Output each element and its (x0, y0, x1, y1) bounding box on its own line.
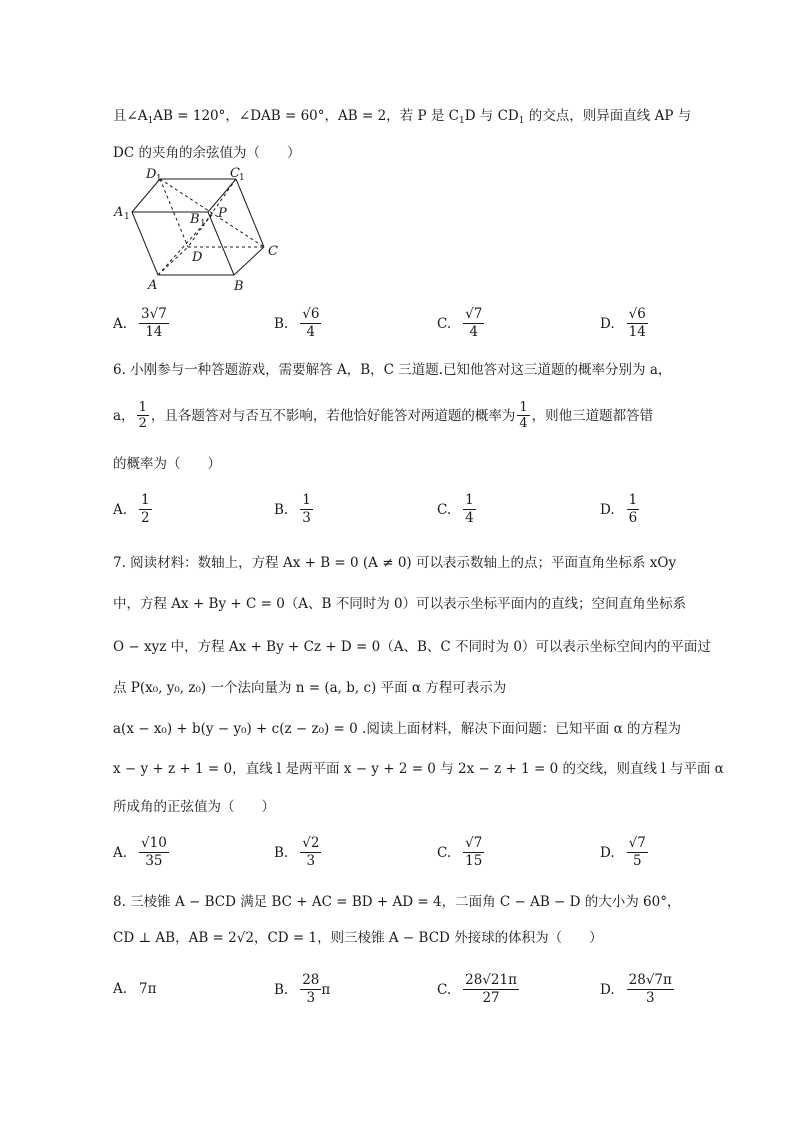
q8-stem-line-1: 8. 三棱锥 A − BCD 满足 BC + AC = BD + AD = 4，二面角 C − AB − D 的大小为 60°， (113, 894, 681, 910)
svg-text:1: 1 (156, 174, 162, 184)
q7-option-a[interactable]: A. $\frac{√10}{35}$ (113, 835, 167, 869)
label-D1: D (146, 167, 157, 182)
label-C1: C (230, 166, 240, 181)
q5-option-c[interactable]: C. $\frac{√7}{4}$ (437, 306, 483, 340)
q7-stem-line-2: 中，方程 Ax + By + C = 0（A、B 不同时为 0）可以表示坐标平面内的直线；空间直角坐标系 (113, 596, 687, 612)
q6-option-d[interactable]: D. $\frac{1}{6}$ (600, 492, 638, 526)
q6-option-a[interactable]: A. $\frac{1}{2}$ (113, 492, 150, 526)
parallelepiped-figure (108, 165, 298, 293)
q7-stem-line-6: x − y + z + 1 = 0，直线 l 是两平面 x − y + 2 = 0 与 2x − z + 1 = 0 的交线，则直线 l 与平面 α (113, 761, 724, 777)
q7-option-d[interactable]: D. $\frac{√7}{5}$ (600, 835, 646, 869)
q8-option-d[interactable]: D. $\frac{28√7\pi}{3}$ (600, 972, 672, 1006)
q8-stem-line-2: CD ⊥ AB，AB = 2√2，CD = 1，则三棱锥 A − BCD 外接球的体积为（ ） (113, 930, 603, 946)
q7-stem-line-1: 7. 阅读材料：数轴上，方程 Ax + B = 0 (A ≠ 0) 可以表示数轴上的点；平面直角坐标系 xOy (113, 555, 677, 571)
label-P: P (218, 206, 227, 221)
q8-option-b[interactable]: B. $\frac{28}{3}$ π (274, 972, 331, 1006)
label-B: B (234, 279, 244, 293)
label-A: A (148, 278, 158, 293)
q5-stem-line-2: DC 的夹角的余弦值为（ ） (113, 145, 301, 161)
q6-option-c[interactable]: C. $\frac{1}{4}$ (437, 492, 474, 526)
q7-stem-line-7: 所成角的正弦值为（ ） (113, 799, 275, 815)
q6-stem-line-2: a， 1 2 ，且各题答对与否互不影响，若他恰好能答对两道题的概率为 1 4 ，则他三道题都答错 (113, 400, 654, 431)
label-D: D (192, 250, 203, 265)
q7-stem-line-3: O − xyz 中，方程 Ax + By + Cz + D = 0（A、B、C 不同时为 0）可以表示坐标空间内的平面过 (113, 639, 711, 655)
q7-stem-line-5: a(x − x₀) + b(y − y₀) + c(z − z₀) = 0 .阅读上面材料，解决下面问题：已知平面 α 的方程为 (113, 721, 682, 737)
q8-option-a[interactable]: A. 7π (113, 981, 157, 997)
svg-text:1: 1 (124, 212, 130, 222)
q7-stem-line-4: 点 P(x₀, y₀, z₀) 一个法向量为 n = (a, b, c) 平面 α 方程可表示为 (113, 680, 507, 696)
label-B1: B (190, 212, 200, 227)
q5-option-a[interactable]: A. $\frac{3√7}{14}$ (113, 306, 167, 340)
q7-option-c[interactable]: C. $\frac{√7}{15}$ (437, 835, 483, 869)
q6-stem-line-3: 的概率为（ ） (113, 456, 221, 472)
label-C: C (268, 244, 278, 259)
q5-option-b[interactable]: B. $\frac{√6}{4}$ (274, 306, 320, 340)
label-A1: A (114, 205, 124, 220)
q7-option-b[interactable]: B. $\frac{√2}{3}$ (274, 835, 320, 869)
q6-option-b[interactable]: B. $\frac{1}{3}$ (274, 492, 311, 526)
svg-text:1: 1 (239, 173, 245, 183)
q5-stem-line-1: 且$\angle A_1AB = 120^\circ$，∠DAB = 60°，AB = 2，若 P 是 $C_1D$ 与 $CD_1$ 的交点，则异面直线 AP 与 (113, 108, 692, 126)
svg-text:1: 1 (200, 219, 206, 229)
q5-option-d[interactable]: D. $\frac{√6}{14}$ (600, 306, 646, 340)
q8-option-c[interactable]: C. $\frac{28√21\pi}{27}$ (437, 972, 517, 1006)
q6-stem-line-1: 6. 小刚参与一种答题游戏，需要解答 A，B，C 三道题.已知他答对这三道题的概率分别为 a， (113, 362, 672, 378)
